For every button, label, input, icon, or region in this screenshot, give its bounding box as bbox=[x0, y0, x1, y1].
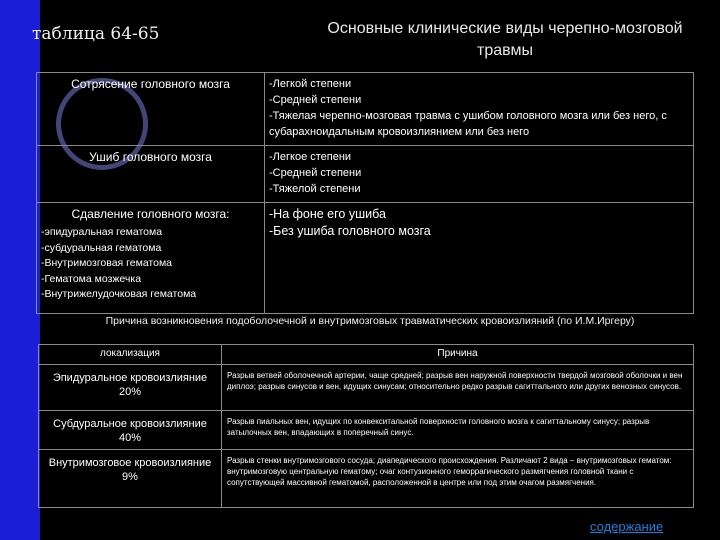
details-cell bbox=[265, 203, 694, 314]
location-cell: Эпидуральное кровоизлияние 20% bbox=[39, 364, 222, 410]
hematoma-item: -Гематома мозжечка bbox=[41, 272, 142, 285]
hematoma-item: -Внутрижелудочковая гематома bbox=[41, 288, 197, 300]
header-row bbox=[39, 345, 694, 365]
detail-item: -Средней степени bbox=[269, 167, 362, 179]
cause-heading: Причина возникновения подоболочечной и внутримозговых травматических кровоизлияний (по И.М.Иргеру) bbox=[105, 315, 635, 327]
slide-label: таблица 64-65 bbox=[32, 24, 160, 44]
category-label: Сдавление головного мозга: bbox=[71, 207, 230, 221]
table-row bbox=[39, 410, 694, 449]
detail-item: -Средней степени bbox=[269, 94, 362, 106]
category-cell bbox=[37, 73, 265, 146]
cause-cell: Разрыв ветвей оболочечной артерии, чаще средней; разрыв вен наружной поверхности твердой мозговой оболочки и вен диплоэ; разрыв синусов и вен, идущих синусам; относительно редко разрыв сагиттального или других венозных синусов. bbox=[222, 364, 694, 410]
details-cell bbox=[265, 73, 694, 146]
hematoma-item: -эпидуральная гематома bbox=[41, 226, 163, 238]
slide-title: Основные клинические виды черепно-мозговой травмы bbox=[327, 20, 683, 59]
hematoma-item: -Внутримозговая гематома bbox=[41, 257, 173, 269]
hematoma-item: -субдуральная гематома bbox=[41, 241, 162, 254]
column-header-cause: Причина bbox=[222, 345, 694, 365]
table-row bbox=[39, 364, 694, 410]
detail-item: -Тяжелой степени bbox=[269, 183, 361, 195]
detail-item: -Без ушиба головного мозга bbox=[269, 224, 431, 238]
category-label: Ушиб головного мозга bbox=[89, 150, 212, 164]
table-row bbox=[37, 203, 694, 314]
location-cell: Внутримозговое кровоизлияние 9% bbox=[39, 449, 222, 507]
detail-item: -На фоне его ушиба bbox=[269, 207, 386, 221]
detail-item: -Легкое степени bbox=[269, 151, 352, 163]
category-cell bbox=[37, 203, 265, 314]
contents-link[interactable]: содержание bbox=[590, 519, 664, 534]
table-row bbox=[37, 146, 694, 203]
column-header-location: локализация bbox=[39, 345, 222, 365]
details-cell bbox=[265, 146, 694, 203]
injury-types-table bbox=[36, 72, 694, 314]
category-cell bbox=[37, 146, 265, 203]
category-label: Сотрясение головного мозга bbox=[71, 77, 230, 91]
hemorrhage-causes-table bbox=[38, 344, 694, 508]
table-row bbox=[39, 449, 694, 507]
detail-item: -Тяжелая черепно-мозговая травма с ушибом головного мозга или без него, с субарахноидальным кровоизлиянием или без него bbox=[269, 110, 667, 138]
table-row bbox=[37, 73, 694, 146]
location-cell: Субдуральное кровоизлияние 40% bbox=[39, 410, 222, 449]
cause-cell: Разрыв стенки внутримозгового сосуда; диапедического происхождения. Различают 2 вида – внутримозговых гематом: внутримозговую центральную гематому; очаг контузионного геморрагического размягчения головной ткани с сопутствующей массивной гематомой, расположенной в центре или под этим очагом размягчения. bbox=[222, 449, 694, 507]
detail-item: -Легкой степени bbox=[269, 78, 352, 90]
left-blue-band bbox=[0, 0, 40, 540]
cause-cell: Разрыв пиальных вен, идущих по конвекситальной поверхности головного мозга к сагиттальному синусу; разрыв затылочных вен, впадающих в поперечный синус. bbox=[222, 410, 694, 449]
